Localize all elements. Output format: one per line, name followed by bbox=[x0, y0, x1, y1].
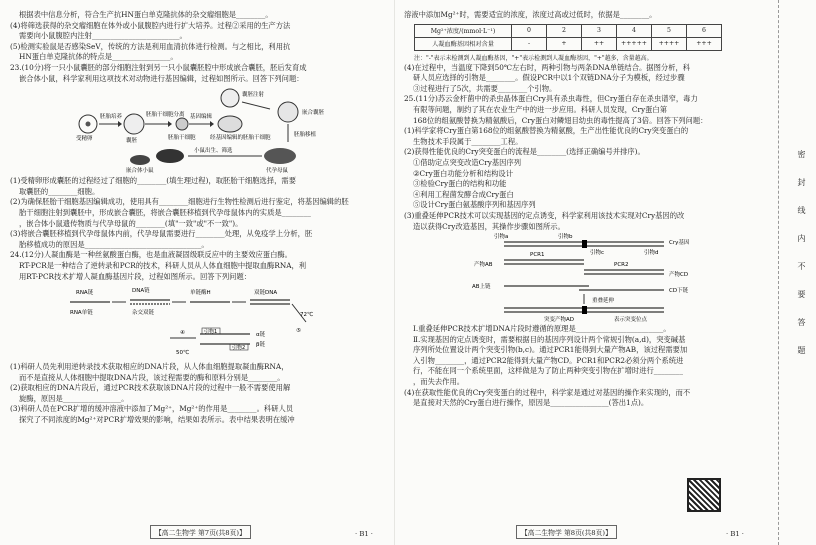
fig-label: 胚胎干细胞分离 bbox=[146, 112, 185, 119]
sub-question: (2)获得性能优良的Cry突变蛋白的流程是________(选择正确编号并排序)。 bbox=[404, 147, 645, 157]
text-line: (4)将筛选获得的杂交瘤细胞在体外或小鼠腹腔内进行扩大培养。过程②采用的生产方法 bbox=[10, 20, 291, 30]
fig-label: 引物a bbox=[494, 234, 509, 241]
fig-label: 引物d bbox=[644, 250, 659, 257]
fig-label: β链 bbox=[256, 342, 266, 349]
seal-line-margin bbox=[772, 0, 806, 545]
mg-concentration-table bbox=[414, 24, 722, 51]
table-cell: - bbox=[512, 37, 547, 50]
surrogate-mouse-shape bbox=[264, 148, 296, 164]
table-note: 注："-"表示未检测到人凝血酶基因，"+"表示检测到人凝血酶基因，"+"越多，含量越高。 bbox=[414, 54, 653, 62]
question-25 bbox=[404, 94, 764, 408]
question-stem: 25.(11分)苏云金杆菌中的杀虫晶体蛋白Cry具有杀虫毒性，但Cry蛋白存在杀虫谱窄，毒力 bbox=[404, 94, 698, 104]
chimeric-blastocyst-shape bbox=[278, 102, 298, 122]
page-footer: 【高二生物学 第8页(共8页)】 bbox=[516, 525, 617, 539]
fig-label: DNA链 bbox=[132, 288, 150, 295]
fig-label: 突变产物AD bbox=[544, 317, 574, 324]
seal-dashed-line bbox=[778, 0, 779, 545]
fig-label: 胚胎干细胞 bbox=[168, 135, 196, 142]
sub-question: 行，不能在同一个系统里面，这样做是为了防止两种突变引物在扩增时进行________ bbox=[413, 366, 683, 376]
sub-question: Ⅱ.实现基因的定点诱变时，需要根据目的基因序列设计两个常规引物(a,d)，突变碱基 bbox=[413, 334, 686, 344]
table-cell: 2 bbox=[547, 24, 582, 37]
sub-question: (3)重叠延伸PCR技术可以实现基因的定点诱变，科学家利用该技术实现对Cry基因的改 bbox=[404, 210, 685, 220]
page-right bbox=[396, 0, 768, 545]
fig-label: AB上链 bbox=[472, 284, 491, 291]
question-stem: 用RT-PCR技术扩增人凝血酶基因片段，过程如图所示。回答下列问题： bbox=[19, 271, 252, 281]
sub-question: (4)在过程中，当温度下降到50℃左右时，两种引物与两条DNA单链结合。据图分析，科 bbox=[404, 62, 691, 72]
question-stem: 168位的组氨酸替换为精氨酸后，Cry蛋白对鳞翅目幼虫的毒性提高了3倍。回答下列问题： bbox=[413, 115, 708, 125]
figure-24-diagram bbox=[50, 282, 350, 362]
fig-label: 嵌合体小鼠 bbox=[126, 168, 154, 175]
left-top-block bbox=[10, 10, 386, 63]
question-23 bbox=[10, 63, 386, 250]
fig-label: ④ bbox=[180, 330, 185, 337]
table-cell: 5 bbox=[652, 24, 687, 37]
option-line: ①借助定点突变改造Cry基因序列 bbox=[413, 157, 522, 167]
sub-question: ③过程进行了5次，共需要________个引物。 bbox=[413, 83, 557, 93]
question-stem: 有限等问题，制约了其在农业生产中的进一步应用。科研人员发现，Cry蛋白第 bbox=[413, 104, 667, 114]
text-line: HN蛋白单克隆抗体的特点是________________。 bbox=[19, 52, 178, 62]
fig-label: 引物c bbox=[590, 250, 605, 257]
question-stem: RT-PCR是一种结合了逆转录和PCR的技术，科研人员从人体血细胞中提取血酶RNA，利 bbox=[19, 260, 307, 270]
sub-question: 胎移植成功的原因是________________________________。 bbox=[19, 239, 209, 249]
option-line: ③检验Cry蛋白的结构和功能 bbox=[413, 179, 507, 189]
fig-label: 嵌合囊胚 bbox=[302, 110, 325, 117]
fig-label: 代孕母鼠 bbox=[266, 168, 289, 175]
table-cell: 4 bbox=[617, 24, 652, 37]
page-divider bbox=[394, 0, 395, 545]
sub-question: 造以获得Cry改造基因，其操作步骤如图所示。 bbox=[413, 221, 565, 231]
sub-question: 生物技术手段属于________工程。 bbox=[413, 136, 523, 146]
fig-label: 杂交双链 bbox=[132, 310, 155, 317]
table-cell: 0 bbox=[512, 24, 547, 37]
blastocyst-shape bbox=[221, 89, 239, 107]
fig-label: 囊胚注射 bbox=[242, 92, 265, 99]
sub-question: Ⅰ.重叠延伸PCR技术扩增DNA片段时遵循的原理是________________________。 bbox=[413, 324, 671, 334]
sub-question: 旋酶，原因是________________。 bbox=[19, 393, 129, 403]
page-code: · B1 · bbox=[355, 530, 373, 538]
fig-label: 单链酶H bbox=[190, 290, 211, 297]
text-line: (5)检测实验鼠是否感染SeV，传统的方法是利用血清抗体进行检测。与之相比，利用抗 bbox=[10, 41, 291, 51]
seal-text: 密封线内不要答题 bbox=[797, 150, 806, 374]
fig-label: 表示突变位点 bbox=[614, 317, 648, 324]
edited-cell-shape bbox=[218, 116, 242, 132]
blastocyst-shape bbox=[124, 114, 144, 134]
zygote-nucleus bbox=[86, 122, 91, 127]
sub-question: (1)科学家将Cry蛋白第168位的组氨酸替换为精氨酸，生产出性能优良的Cry突变蛋白的 bbox=[404, 126, 689, 136]
table-cell: +++++ bbox=[617, 37, 652, 50]
fig-label: 双链DNA bbox=[254, 290, 278, 297]
es-cell-shape bbox=[176, 118, 188, 130]
page-left bbox=[0, 0, 392, 545]
chimeric-mouse-shape bbox=[130, 155, 150, 165]
option-line: ④利用工程菌发酵合成Cry蛋白 bbox=[413, 189, 514, 199]
fig-label: 受精卵 bbox=[76, 136, 93, 143]
sub-question: 胎干细胞注射到囊胚中，形成嵌合囊胚，将嵌合囊胚移植到代孕母鼠体内的实质是________ bbox=[19, 207, 311, 217]
table-cell: + bbox=[547, 37, 582, 50]
fig-label: 胚胎移植 bbox=[294, 132, 317, 139]
fig-label: RNA链 bbox=[76, 290, 94, 297]
arrow-head bbox=[168, 121, 172, 127]
chimeric-mouse-shape bbox=[156, 149, 184, 163]
fig-label: PCR1 bbox=[530, 252, 545, 259]
fig-label: RNA单链 bbox=[70, 310, 93, 317]
fig-label: 囊胚 bbox=[126, 138, 138, 145]
sub-question: 而不是直接从人体细胞中提取DNA片段，该过程需要的酶和原料分别是________。 bbox=[19, 372, 285, 382]
qr-code-image bbox=[687, 478, 721, 512]
sub-question: (4)在获取性能优良的Cry突变蛋白的过程中，科学家是通过对基因的操作来实现的，而不 bbox=[404, 387, 691, 397]
sub-question: (3)将嵌合囊胚移植到代孕母鼠体内前，代孕母鼠需要进行________处理，从免疫学上分析，胚 bbox=[10, 229, 313, 239]
sub-question: (1)受精卵形成囊胚的过程经过了细胞的________(填生理过程)，取胚胎干细胞选择，需要 bbox=[10, 176, 297, 186]
figure-25-diagram bbox=[464, 232, 724, 324]
arrow-head bbox=[118, 121, 122, 127]
fig-label: 重叠延伸 bbox=[592, 298, 615, 305]
figure-23-diagram bbox=[70, 84, 370, 176]
table-cell: 3 bbox=[582, 24, 617, 37]
fig-label: ⑤ bbox=[296, 328, 301, 335]
arrow-head bbox=[210, 121, 214, 127]
question-stem: 24.(12分)人凝血酶是一种丝氨酸蛋白酶，也是血液凝固级联反应中的主要效应蛋白酶。 bbox=[10, 250, 292, 260]
page-footer: 【高二生物学 第7页(共8页)】 bbox=[150, 525, 251, 539]
sub-question: 入引物________，通过PCR2能得到大量产物CD。PCR1和PCR2必须分两个系统进 bbox=[413, 355, 684, 365]
fig-label: 50℃ bbox=[176, 350, 190, 357]
fig-label: CD下链 bbox=[669, 288, 689, 295]
arrow bbox=[242, 102, 270, 109]
fig-label: 产物CD bbox=[669, 272, 689, 279]
option-line: ②Cry蛋白功能分析和结构设计 bbox=[413, 168, 513, 178]
fig-label: 小鼠出生、筛选 bbox=[194, 148, 233, 155]
page-code: · B1 · bbox=[726, 530, 744, 538]
question-stem: 嵌合体小鼠，科学家利用这项技术对动物进行基因编辑，过程如图所示。回答下列问题： bbox=[19, 73, 304, 83]
table-cell: ++++ bbox=[652, 37, 687, 50]
table-header-cell: 人凝血酶基因相对含量 bbox=[415, 37, 512, 50]
sub-question: (2)获取相应的DNA片段后，通过PCR技术获取该DNA片段的过程中一般不需要使用解 bbox=[10, 383, 291, 393]
fig-label: 产物AB bbox=[474, 262, 493, 269]
question-stem: 23.(10分)将一只小鼠囊胚的部分细胞注射到另一只小鼠囊胚腔中形成嵌合囊胚，胚后发育成 bbox=[10, 62, 307, 72]
fig-label: 基因编辑 bbox=[190, 114, 213, 121]
fig-label: α链 bbox=[256, 332, 266, 339]
table-header-cell: Mg²⁺浓度/(mmol·L⁻¹) bbox=[415, 24, 512, 37]
table-cell: 6 bbox=[687, 24, 722, 37]
table-cell: ++ bbox=[582, 37, 617, 50]
question-24 bbox=[10, 250, 386, 425]
table-row bbox=[415, 24, 722, 37]
sub-question: ，而失去作用。 bbox=[413, 377, 465, 387]
text-line: 溶液中添加Mg²⁺时，需要适宜的浓度，浓度过高或过低时，依据是________。 bbox=[404, 10, 657, 19]
sub-question: 研人员应选择的引物是________。假设PCR中以1个双链DNA分子为模板，经过步骤 bbox=[413, 73, 685, 83]
fig-label: 引物b bbox=[558, 234, 573, 241]
fig-label: 经基因编辑的胚胎干细胞 bbox=[210, 135, 271, 142]
mutation-site bbox=[582, 306, 587, 314]
mutation-site bbox=[582, 240, 587, 248]
sub-question: 探究了不同浓度的Mg²⁺对PCR扩增效果的影响，结果如表所示。表中结果表明在缓冲 bbox=[19, 415, 295, 425]
option-line: ⑤设计Cry蛋白氨基酸序列和基因序列 bbox=[413, 200, 536, 210]
fig-label: 胚胎培养 bbox=[100, 114, 123, 121]
fig-label: 引物2 bbox=[232, 345, 246, 352]
sub-question: 是直接对天然的Cry蛋白进行操作，原因是________________(答出1点)。 bbox=[413, 398, 649, 408]
table-row bbox=[415, 37, 722, 50]
fig-label: 72℃ bbox=[300, 312, 314, 319]
sub-question: (2)为确保胚胎干细胞基因编辑成功，使用具有________细胞进行生物性检测后进行鉴定，将基因编辑的胚 bbox=[10, 197, 349, 207]
table-cell: +++ bbox=[687, 37, 722, 50]
sub-question: 取囊胚的________细胞。 bbox=[19, 186, 100, 196]
fig-label: 引物1 bbox=[204, 329, 218, 336]
sub-question: (1)科研人员先利用逆转录技术获取相应的DNA片段，从人体血细胞提取凝血酶RNA， bbox=[10, 362, 289, 372]
sub-question: (3)科研人员在PCR扩增的缓冲溶液中添加了Mg²⁺，Mg²⁺的作用是________。科研人员 bbox=[10, 404, 294, 414]
fig-label: PCR2 bbox=[614, 262, 629, 269]
fig-label: Cry基因 bbox=[669, 240, 690, 247]
text-line: 根据表中信息分析，符合生产抗HN蛋白单克隆抗体的杂交瘤细胞是________。 bbox=[19, 10, 273, 19]
text-line: 需要向小鼠腹腔内注射________________________。 bbox=[19, 31, 187, 41]
sub-question: ，嵌合体小鼠遗传物质与代孕母鼠的________(填"一致"或"不一致")。 bbox=[19, 218, 243, 228]
sub-question: 序列所处位置设计两个突变引物(b,c)。通过PCR1能得到大量产物AB，该过程需要加 bbox=[413, 345, 688, 355]
